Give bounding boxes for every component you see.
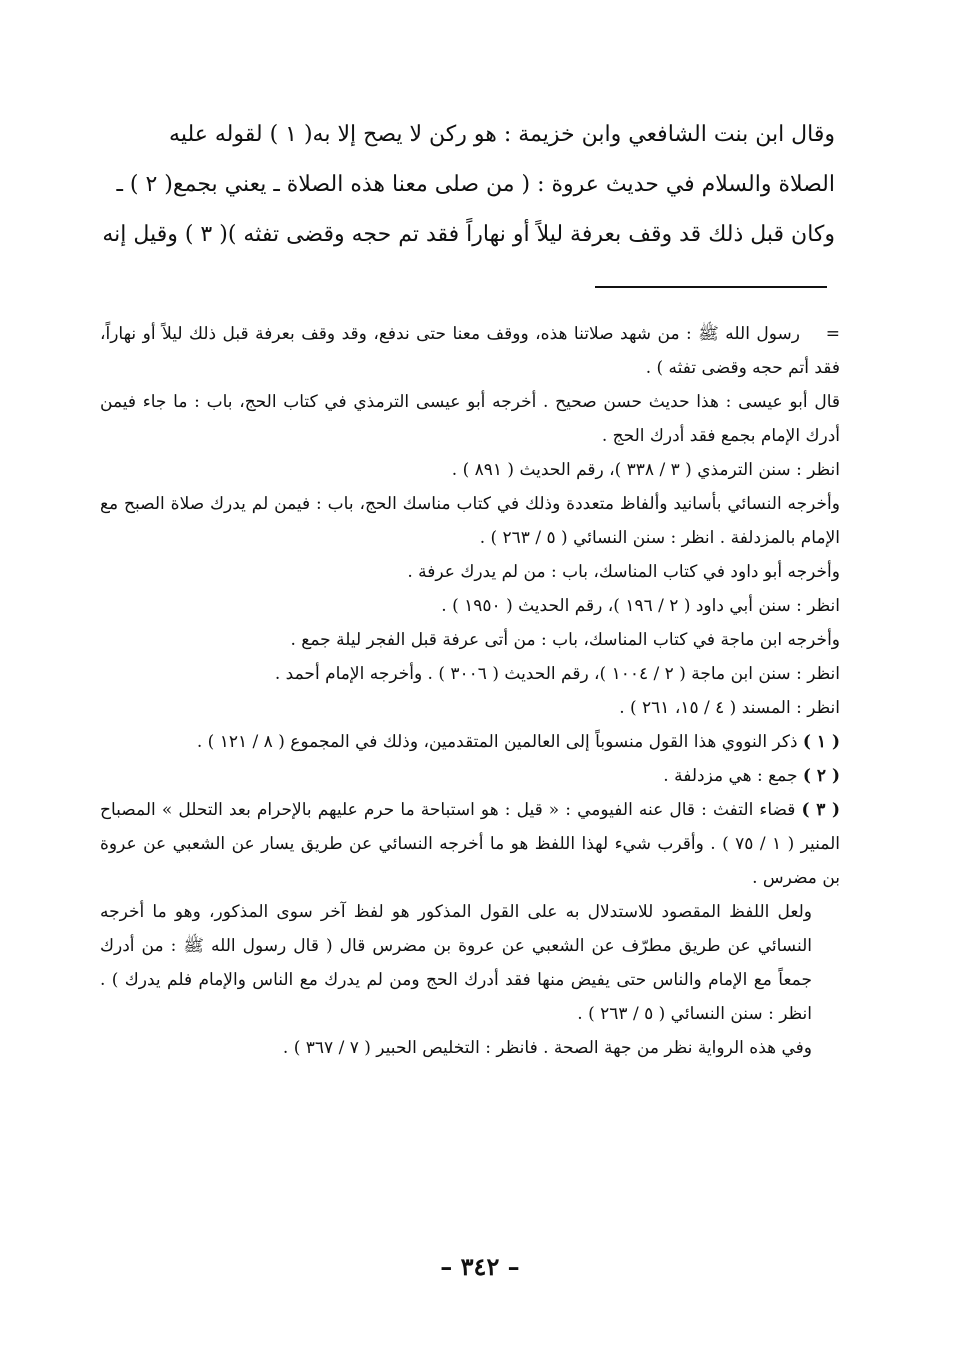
note-line: وأخرجه أبو داود في كتاب المناسك، باب : من لم يدرك عرفة . [407,562,840,582]
main-line: وقال ابن بنت الشافعي وابن خزيمة : هو ركن لا يصح إلا به( ١ ) لقوله عليه [169,122,835,147]
footnote-number: ( ١ ) [802,732,840,752]
note-line: وأخرجه النسائي بأسانيد وألفاظ متعددة وذلك في كتاب مناسك الحج، باب : فيمن لم يدرك صلاة الصبح مع الإمام بالمزدلفة . انظر : سنن النسائي ( ٥ / ٢٦٣ ) . [100,494,840,548]
footnote-text: ذكر النووي هذا القول منسوباً إلى العالمين المتقدمين، وذلك في المجموع ( ٨ / ١٢١ ) . [196,732,798,752]
footnote-number: ( ٣ ) [801,800,840,820]
footnote-text: جمع : هي مزدلفة . [663,766,798,786]
note-line: قال أبو عيسى : هذا حديث حسن صحيح . أخرجه أبو عيسى الترمذي في كتاب الحج، باب : ما جاء فيمن أدرك الإمام بجمع فقد أدرك الحج . [100,392,840,446]
footnotes-section [100,317,840,1065]
note-line: انظر : سنن أبي داود ( ٢ / ١٩٦ )، رقم الحديث ( ١٩٥٠ ) . [441,596,840,616]
footnote-text: وفي هذه الرواية نظر من جهة الصحة . فانظر : التخليص الحبير ( ٧ / ٣٦٧ ) . [282,1038,812,1058]
main-line: وكان قبل ذلك قد وقف بعرفة ليلاً أو نهاراً فقد تم حجه وقضى تفثه )( ٣ ) وقيل إنه [102,222,835,247]
continuation-note [100,317,840,385]
page-number: – ٣٤٢ – [440,1252,520,1281]
note-line: رسول الله ﷺ : من شهد صلاتنا هذه، ووقف معنا حتى ندفع، وقد وقف بعرفة قبل ذلك ليلاً أو نهاراً، فقد أتم حجه وقضى تفثه ) . [100,324,840,378]
footnote-text: ولعل اللفظ المقصود للاستدلال به على القول المذكور هو لفظ آخر سوى المذكور، وهو ما أخرجه النسائي عن طريق مطرّف عن الشعبي عن عروة بن مضرس قال ( قال رسول الله ﷺ : من أدرك جمعاً مع الإمام والناس حتى يفيض منها فقد أدرك الحج ومن لم يدرك مع الناس والإمام فلم يدرك ) . انظر : سنن النسائي ( ٥ / ٢٦٣ ) . [100,902,812,1024]
note-line: انظر : سنن الترمذي ( ٣ / ٣٣٨ )، رقم الحديث ( ٨٩١ ) . [451,460,840,480]
footnote-number: ( ٢ ) [802,766,840,786]
note-line: وأخرجه ابن ماجة في كتاب المناسك، باب : من أتى عرفة قبل الفجر ليلة جمع . [290,630,840,650]
note-line: انظر : المسند ( ٤ / ١٥، ٢٦١ ) . [619,698,840,718]
main-line: الصلاة والسلام في حديث عروة : ( من صلى معنا هذه الصلاة ـ يعني بجمع( ٢ ) ـ [116,172,835,197]
footnote-text: قضاء التفث : قال عنه الفيومي : « قيل : هو استباحة ما حرم عليهم بالإحرام بعد التحلل » المصباح المنير ( ١ / ٧٥ ) . وأقرب شيء لهذا اللفظ هو ما أخرجه النسائي عن طريق يسار عن الشعبي عن عروة بن مضرس . [100,800,840,888]
continuation-mark: = [825,324,840,344]
footnote-2 [100,759,840,793]
main-text [100,110,835,260]
footnote-divider [595,286,827,288]
footnote-1 [100,725,840,759]
footnote-3 [100,793,840,895]
note-line: انظر : سنن ابن ماجة ( ٢ / ١٠٠٤ )، رقم الحديث ( ٣٠٠٦ ) . وأخرجه الإمام أحمد . [274,664,840,684]
